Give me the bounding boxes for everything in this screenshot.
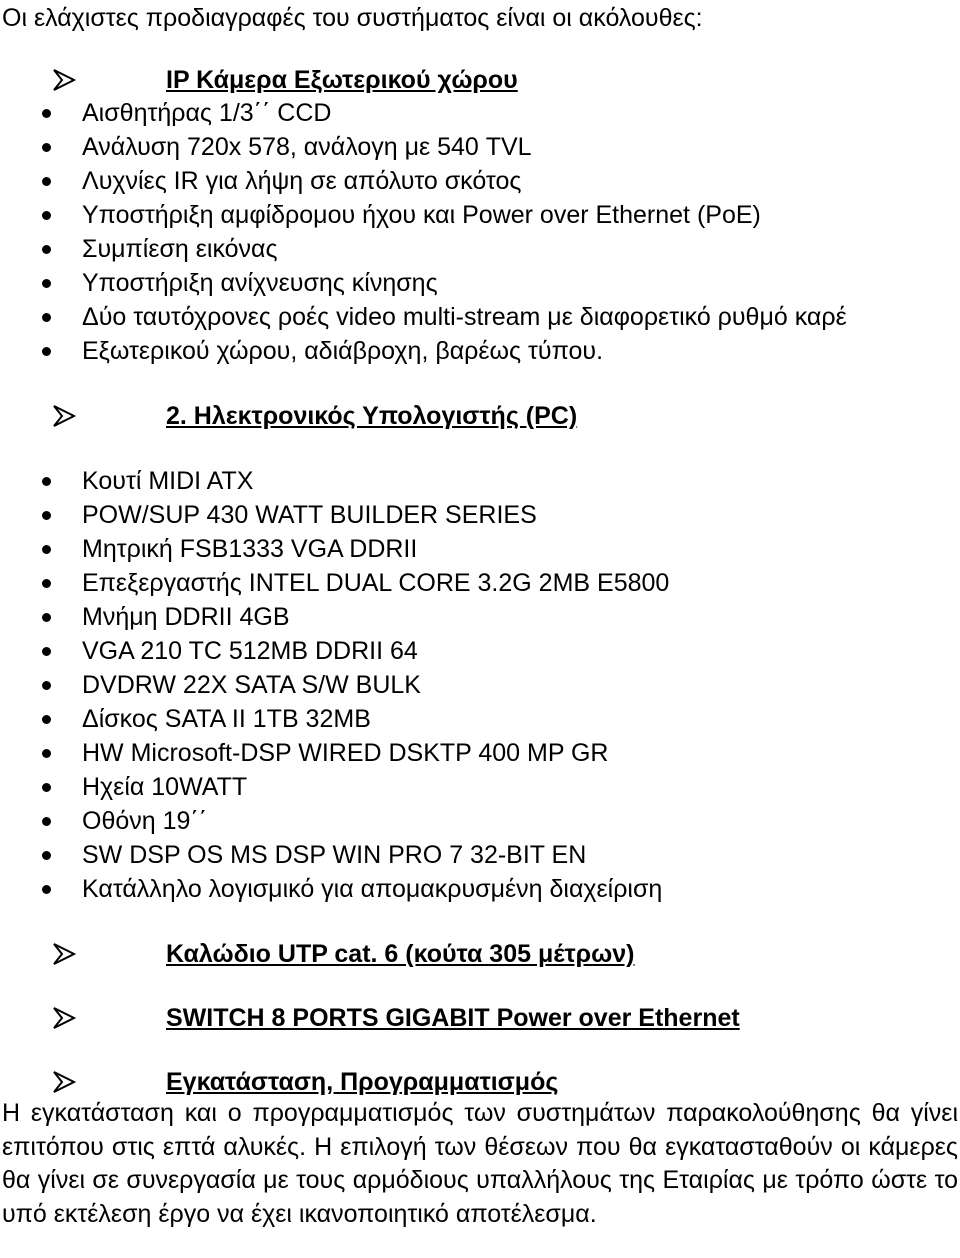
section-heading-text: SWITCH 8 PORTS GIGABIT Power over Ethernet [166, 1004, 740, 1032]
section-heading-text: IP Κάμερα Εξωτερικού χώρου [166, 66, 518, 94]
arrowhead-icon [52, 68, 76, 92]
bullet-dot-icon [42, 511, 51, 520]
bullet-dot-icon [42, 279, 51, 288]
bullet-dot-icon [42, 313, 51, 322]
list-item: Μητρική FSB1333 VGA DDRII [0, 532, 669, 566]
bullet-dot-icon [42, 477, 51, 486]
section-heading-text: Εγκατάσταση, Προγραμματισμός [166, 1068, 559, 1096]
bullet-dot-icon [42, 545, 51, 554]
list-item: Συμπίεση εικόνας [0, 232, 847, 266]
list-item: Επεξεργαστής INTEL DUAL CORE 3.2G 2MB E5800 [0, 566, 669, 600]
section-heading-ip-camera [52, 62, 952, 98]
section-heading-installation [52, 1064, 952, 1100]
list-item: Υποστήριξη ανίχνευσης κίνησης [0, 266, 847, 300]
list-item: Δίσκος SATA II 1TB 32MB [0, 702, 669, 736]
bullet-dot-icon [42, 613, 51, 622]
list-item: SW DSP OS MS DSP WIN PRO 7 32-BIT EN [0, 838, 669, 872]
bullet-dot-icon [42, 143, 51, 152]
bullet-dot-icon [42, 783, 51, 792]
bullet-dot-icon [42, 109, 51, 118]
list-item: Κουτί MIDI ATX [0, 464, 669, 498]
bullet-dot-icon [42, 177, 51, 186]
list-item: Ηχεία 10WATT [0, 770, 669, 804]
bullet-dot-icon [42, 647, 51, 656]
list-item: Εξωτερικού χώρου, αδιάβροχη, βαρέως τύπου. [0, 334, 847, 368]
list-item: Ανάλυση 720x 578, ανάλογη με 540 TVL [0, 130, 847, 164]
bullet-dot-icon [42, 681, 51, 690]
section-heading-pc [52, 398, 952, 434]
bullet-dot-icon [42, 749, 51, 758]
list-item: Μνήμη DDRII 4GB [0, 600, 669, 634]
list-item: Αισθητήρας 1/3΄΄ CCD [0, 96, 847, 130]
pc-spec-list [0, 464, 669, 906]
bullet-dot-icon [42, 347, 51, 356]
list-item: HW Microsoft-DSP WIRED DSKTP 400 MP GR [0, 736, 669, 770]
list-item: Υποστήριξη αμφίδρομου ήχου και Power over Ethernet (PoE) [0, 198, 847, 232]
arrowhead-icon [52, 942, 76, 966]
bullet-dot-icon [42, 817, 51, 826]
section-heading-text: 2. Ηλεκτρονικός Υπολογιστής (PC) [166, 402, 578, 430]
section-heading-switch [52, 1000, 952, 1036]
bullet-dot-icon [42, 211, 51, 220]
arrowhead-icon [52, 1070, 76, 1094]
arrowhead-icon [52, 404, 76, 428]
list-item: Δύο ταυτόχρονες ροές video multi-stream με διαφορετικό ρυθμό καρέ [0, 300, 847, 334]
closing-paragraph: Η εγκατάσταση και ο προγραμματισμός των συστημάτων παρακολούθησης θα γίνει επιτόπου στις επτά αλυκές. Η επιλογή των θέσεων που θα εγκατασταθούν οι κάμερες θα γίνει σε συνεργασία με τους αρμόδιους υπαλλήλους της Εταιρίας με τρόπο ώστε το υπό εκτέλεση έργο να έχει ικανοποιητικό αποτέλεσμα. [2, 1099, 958, 1228]
intro-text: Οι ελάχιστες προδιαγραφές του συστήματος είναι οι ακόλουθες: [2, 4, 703, 32]
list-item: Οθόνη 19΄΄ [0, 804, 669, 838]
bullet-dot-icon [42, 885, 51, 894]
bullet-dot-icon [42, 851, 51, 860]
bullet-dot-icon [42, 715, 51, 724]
list-item: VGA 210 TC 512MB DDRII 64 [0, 634, 669, 668]
list-item: Λυχνίες IR για λήψη σε απόλυτο σκότος [0, 164, 847, 198]
bullet-dot-icon [42, 245, 51, 254]
list-item: DVDRW 22X SATA S/W BULK [0, 668, 669, 702]
bullet-dot-icon [42, 579, 51, 588]
list-item: POW/SUP 430 WATT BUILDER SERIES [0, 498, 669, 532]
ip-camera-spec-list [0, 96, 847, 368]
section-heading-text: Καλώδιο UTP cat. 6 (κούτα 305 μέτρων) [166, 940, 635, 968]
arrowhead-icon [52, 1006, 76, 1030]
list-item: Κατάλληλο λογισμικό για απομακρυσμένη διαχείριση [0, 872, 669, 906]
section-heading-utp-cable [52, 936, 952, 972]
